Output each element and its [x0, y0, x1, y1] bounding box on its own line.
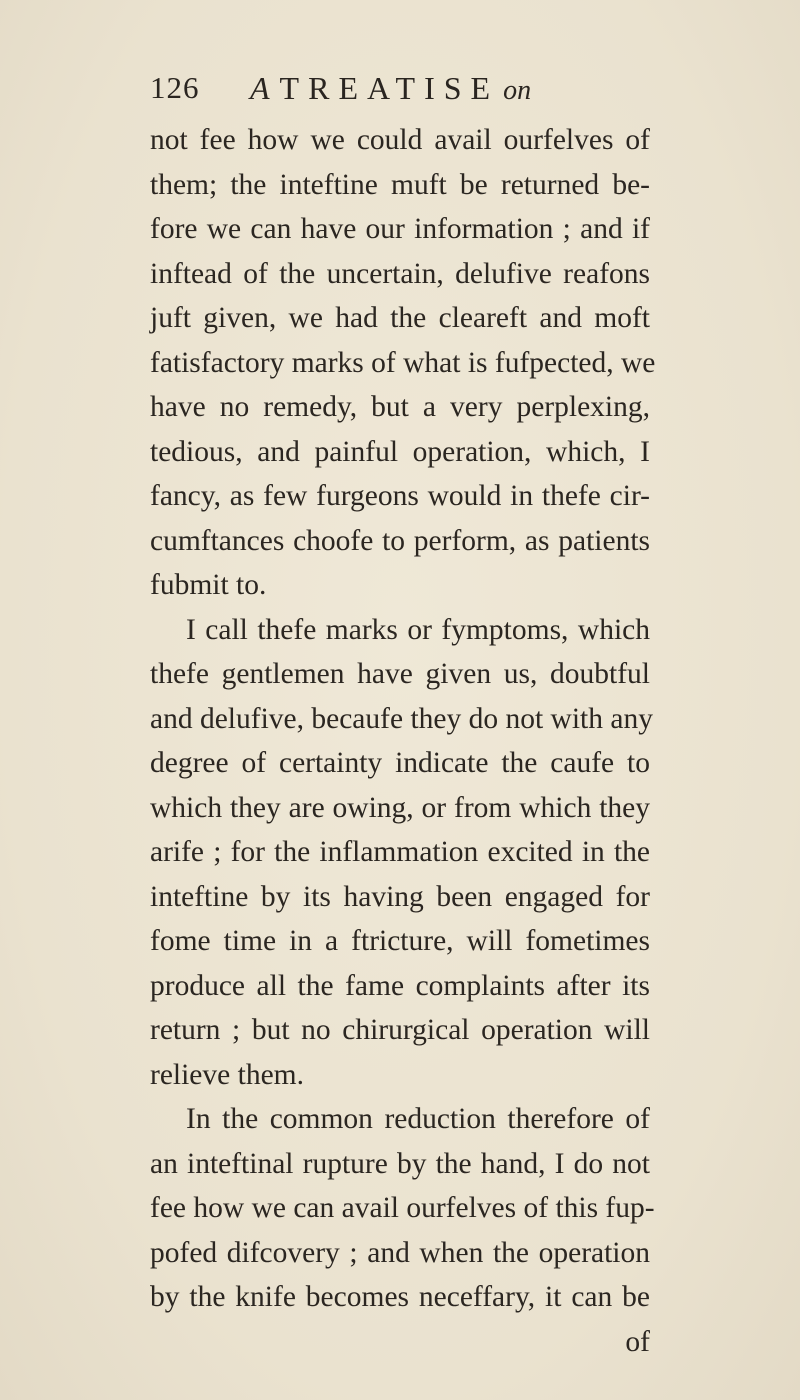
paragraph-end-line: relieve them.: [150, 1058, 304, 1091]
page-number: 126: [150, 70, 200, 105]
text-line: juft given, we had the cleareft and moft: [150, 302, 650, 334]
text-line: not fee how we could avail ourfelves of: [150, 124, 650, 156]
text-line: by the knife becomes neceffary, it can be: [150, 1281, 650, 1313]
catchword: of: [625, 1325, 650, 1358]
text-line: tedious, and painful operation, which, I: [150, 435, 650, 468]
text-line: and delufive, becaufe they do not with any: [150, 702, 653, 735]
text-line: thefe gentlemen have given us, doubtful: [150, 658, 650, 690]
text-line: inteftine by its having been engaged for: [150, 880, 650, 913]
running-title: [250, 70, 531, 107]
text-line: cumftances choofe to perform, as patients: [150, 524, 650, 557]
paragraph-start-line: I call thefe marks or fymptoms, which: [186, 613, 650, 646]
text-line: fatisfactory marks of what is fufpected, we: [150, 346, 656, 379]
text-line: degree of certainty indicate the caufe to: [150, 747, 650, 779]
text-line: an inteftinal rupture by the hand, I do not: [150, 1147, 650, 1180]
running-header: [150, 70, 710, 114]
running-title-main: TREATISE: [279, 70, 500, 106]
text-line: fancy, as few furgeons would in thefe cir-: [150, 480, 650, 512]
text-line: produce all the fame complaints after its: [150, 969, 650, 1002]
text-line: them; the inteftine muft be returned be-: [150, 168, 650, 201]
text-line: fome time in a ftricture, will fometimes: [150, 925, 650, 957]
paragraph-start-line: In the common reduction therefore of: [186, 1103, 650, 1135]
text-line: inftead of the uncertain, delufive reafons: [150, 257, 650, 290]
running-title-tail: on: [503, 75, 532, 106]
text-line: return ; but no chirurgical operation will: [150, 1014, 650, 1046]
paragraph-end-line: fubmit to.: [150, 569, 267, 601]
body-text: [150, 118, 656, 1364]
running-title-lead: A: [250, 70, 270, 106]
text-line: arife ; for the inflammation excited in the: [150, 836, 650, 868]
text-line: which they are owing, or from which they: [150, 791, 650, 824]
text-line: fore we can have our information ; and if: [150, 213, 650, 245]
text-line: have no remedy, but a very perplexing,: [150, 391, 650, 423]
text-line: fee how we can avail ourfelves of this fup-: [150, 1192, 655, 1224]
text-line: pofed difcovery ; and when the operation: [150, 1236, 650, 1269]
